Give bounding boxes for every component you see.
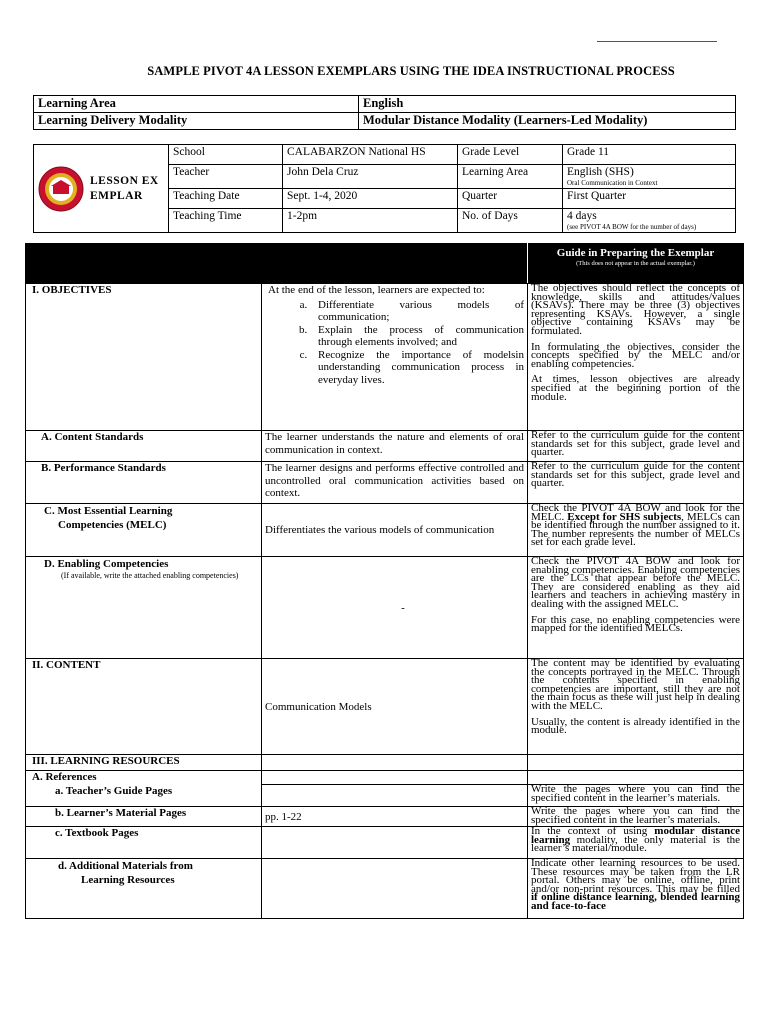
guide-paragraph: For this case, no enabling competencies were mapped for the identified MELCs.: [531, 613, 740, 635]
enabling-row: [26, 557, 744, 659]
modality-label: Learning Delivery Modality: [34, 113, 359, 130]
additional-materials-line1: d. Additional Materials from: [58, 860, 193, 872]
objectives-row: [26, 284, 744, 431]
learners-material-label: b. Learner’s Material Pages: [26, 807, 262, 827]
guide-header-note: (This does not appear in the actual exemplar.): [576, 260, 695, 267]
textbook-label: c. Textbook Pages: [26, 827, 262, 859]
additional-materials-guide-pre: Indicate other learning resources to be used. These resources may be taken from the LR portal. Others may be online, offline, print and/or non-print resources. This may be filled: [531, 857, 740, 895]
teachers-guide-value: [262, 785, 528, 807]
additional-materials-line2: Learning Resources: [81, 874, 175, 886]
document-title: SAMPLE PIVOT 4A LESSON EXEMPLARS USING THE IDEA INSTRUCTIONAL PROCESS: [147, 64, 675, 78]
exemplar-table: [25, 243, 744, 919]
teachers-guide-guide: Write the pages where you can find the specified content in the learner’s materials.: [528, 785, 744, 807]
performance-standards-label: B. Performance Standards: [26, 462, 262, 504]
resources-row: [26, 755, 744, 771]
learning-area-subject: English (SHS): [567, 166, 634, 178]
quarter-value: First Quarter: [563, 189, 736, 209]
school-value: CALABARZON National HS: [283, 145, 458, 165]
textbook-guide: [528, 827, 744, 859]
grade-level-label: Grade Level: [458, 145, 563, 165]
content-guide: [528, 659, 744, 755]
content-label: II. CONTENT: [26, 659, 262, 755]
table-header-row: [26, 244, 744, 284]
days-count: 4 days: [567, 210, 597, 222]
learning-area-course: Oral Communication in Context: [567, 179, 658, 187]
list-item: c. Recognize the importance of modelsin understanding communication process in everyday lives.: [310, 349, 524, 387]
area-table: [33, 95, 736, 130]
guide-paragraph: The objectives should reflect the concepts of knowledge, skills and attitudes/values (KSAVs). There may be three (3) objectives representing KSAVs. However, a single objective containing KSAVs may be formulated.: [531, 282, 740, 337]
melc-text: Differentiates the various models of communication: [262, 504, 528, 557]
lesson-exemplar-badge: [34, 145, 169, 233]
teaching-date-value: Sept. 1-4, 2020: [283, 189, 458, 209]
school-label: School: [169, 145, 283, 165]
teachers-guide-label: a. Teacher’s Guide Pages: [26, 785, 262, 807]
days-value: [563, 209, 736, 233]
teaching-time-label: Teaching Time: [169, 209, 283, 233]
textbook-guide-post: modality, the only material is the learner’s material/module.: [531, 833, 741, 855]
objectives-list: [265, 299, 524, 387]
objectives-content: [262, 284, 528, 431]
melc-label-line2: Competencies (MELC): [58, 519, 167, 531]
enabling-label-title: D. Enabling Competencies: [44, 558, 169, 570]
guide-paragraph: In formulating the objectives, consider the concepts specified by the MELC and/or enabling competencies.: [531, 340, 740, 370]
list-item: a. Differentiate various models of communication;: [310, 299, 524, 324]
learners-material-value: pp. 1-22: [262, 807, 528, 827]
empty-cell: [262, 771, 528, 785]
enabling-label: [26, 557, 262, 659]
learning-area-value: [563, 165, 736, 189]
list-item: b. Explain the process of communication through elements involved; and: [310, 324, 524, 349]
resources-label: III. LEARNING RESOURCES: [26, 755, 262, 771]
melc-guide-pre: Check the PIVOT 4A BOW and look for the MELC.: [531, 502, 740, 523]
melc-guide-bold: Except for SHS subjects: [567, 510, 682, 523]
content-standards-guide: Refer to the curriculum guide for the content standards set for this subject, grade level and quarter.: [528, 431, 744, 462]
school-seal-icon: [38, 166, 84, 212]
lesson-exemplar-label: LESSON EXEMPLAR: [90, 174, 159, 202]
content-standards-text: The learner understands the nature and elements of oral communication in context.: [262, 431, 528, 462]
header-blank-cell: [26, 244, 262, 284]
melc-guide: [528, 504, 744, 557]
content-text: Communication Models: [262, 659, 528, 755]
melc-guide-post: , MELCs can be identified through the number assigned to it. The number represents the number of MELCs set for each grade level.: [531, 510, 740, 549]
teachers-guide-row: [26, 785, 744, 807]
grade-level-value: Grade 11: [563, 145, 736, 165]
content-standards-label: A. Content Standards: [26, 431, 262, 462]
empty-cell: [262, 755, 528, 771]
additional-materials-guide-bold: if online distance learning, blended learning and face-to-face: [531, 891, 740, 912]
textbook-row: [26, 827, 744, 859]
melc-label: [26, 504, 262, 557]
lesson-header-table: [33, 144, 736, 233]
guide-paragraph: At times, lesson objectives are already specified at the beginning portion of the module.: [531, 373, 740, 403]
empty-cell: [528, 755, 744, 771]
area-value: English: [359, 96, 736, 113]
area-label: Learning Area: [34, 96, 359, 113]
melc-row: [26, 504, 744, 557]
textbook-value: [262, 827, 528, 859]
objectives-guide: [528, 284, 744, 431]
references-label: A. References: [26, 771, 262, 785]
guide-paragraph: Check the PIVOT 4A BOW and look for enabling competencies. Enabling competencies are the LCs that appear before the MELC. They are considered enabling as they aid learners and teachers in achieving mastery in dealing with the assigned MELC.: [531, 555, 740, 610]
modality-row: [34, 113, 736, 130]
objectives-intro: At the end of the lesson, learners are expected to:: [268, 284, 485, 296]
guide-paragraph: Usually, the content is already identified in the module.: [531, 715, 740, 737]
additional-materials-row: [26, 859, 744, 919]
melc-label-line1: C. Most Essential Learning: [44, 505, 173, 517]
days-label: No. of Days: [458, 209, 563, 233]
enabling-label-note: (If available, write the attached enabling competencies): [61, 571, 239, 580]
header-blank-cell: [262, 244, 528, 284]
content-row: [26, 659, 744, 755]
teacher-value: John Dela Cruz: [283, 165, 458, 189]
performance-standards-guide: Refer to the curriculum guide for the content standards set for this subject, grade level and quarter.: [528, 462, 744, 504]
enabling-text: -: [262, 557, 528, 659]
days-note: (see PIVOT 4A BOW for the number of days): [567, 223, 697, 231]
modality-value: Modular Distance Modality (Learners-Led Modality): [359, 113, 736, 130]
textbook-guide-pre: In the context of using: [531, 825, 648, 837]
teaching-time-value: 1-2pm: [283, 209, 458, 233]
guide-header: [528, 244, 744, 284]
area-row: [34, 96, 736, 113]
enabling-guide: [528, 557, 744, 659]
learners-material-row: [26, 807, 744, 827]
quarter-label: Quarter: [458, 189, 563, 209]
content-standards-row: [26, 431, 744, 462]
teacher-label: Teacher: [169, 165, 283, 189]
signature-line: [597, 41, 717, 42]
learners-material-guide: Write the pages where you can find the specified content in the learner’s materials.: [528, 807, 744, 827]
objectives-label: I. OBJECTIVES: [26, 284, 262, 431]
additional-materials-label: [26, 859, 262, 919]
learning-area-label: Learning Area: [458, 165, 563, 189]
performance-standards-text: The learner designs and performs effective controlled and uncontrolled oral communication activities based on context.: [262, 462, 528, 504]
teaching-date-label: Teaching Date: [169, 189, 283, 209]
additional-materials-value: [262, 859, 528, 919]
guide-header-title: Guide in Preparing the Exemplar: [556, 247, 715, 259]
additional-materials-guide: [528, 859, 744, 919]
performance-standards-row: [26, 462, 744, 504]
guide-paragraph: The content may be identified by evaluating the concepts portrayed in the MELC. Through the contents specified in enabling competencies are important, still they are not the main focus as these will just help in dealing with the MELC.: [531, 657, 740, 712]
textbook-guide-bold: modular distance learning: [531, 825, 740, 846]
